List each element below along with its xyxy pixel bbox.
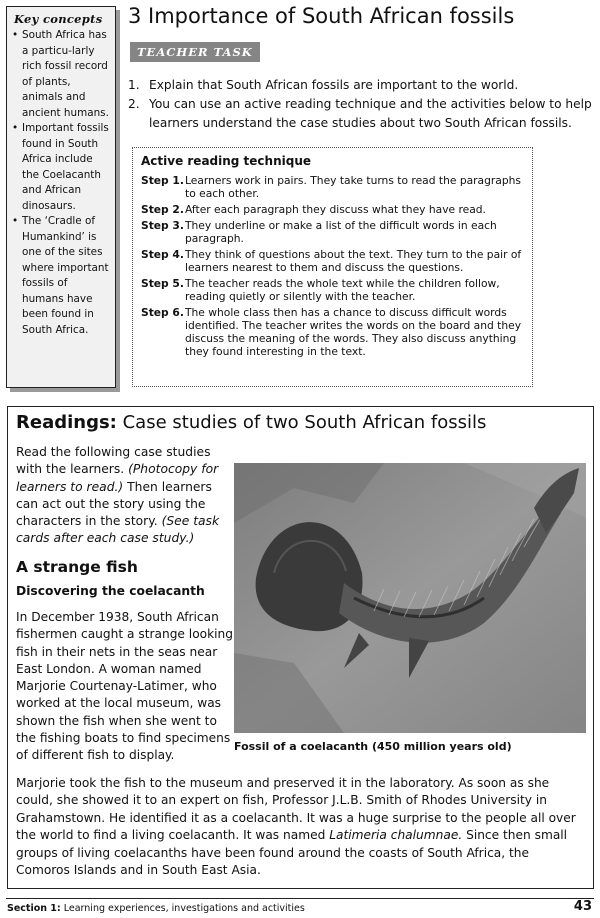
reading-step — [141, 219, 524, 245]
intro-text: Read the following case studies with the learners. — [16, 445, 211, 477]
case-study-subheading: Discovering the coelacanth — [16, 584, 205, 598]
key-concept-item: • Important fossils found in South Africa include the Coelacanth and African dinosaurs. — [12, 121, 111, 214]
task-item — [128, 95, 598, 133]
step-label: Step 4. — [141, 248, 184, 261]
paragraph-text: Since then small groups of living coelacanths have been found around the coasts of South Africa, the Comoros Islands and in South East Asia. — [16, 828, 568, 878]
footer-section-label — [7, 903, 305, 914]
task-item — [128, 76, 598, 95]
teacher-task-badge: TEACHER TASK — [130, 42, 260, 62]
step-text: The teacher reads the whole text while the children follow, reading quietly or silently with the teacher. — [185, 277, 500, 303]
reading-step — [141, 248, 524, 274]
footer-rule — [6, 898, 594, 899]
species-name: Latimeria chalumnae. — [329, 828, 463, 843]
readings-title-rest: Case studies of two South African fossils — [116, 412, 487, 433]
active-reading-box — [132, 147, 533, 387]
fossil-illustration — [234, 463, 586, 733]
step-label: Step 3. — [141, 219, 184, 232]
key-concept-item: • The ‘Cradle of Humankind’ is one of the sites where important fossils of humans have been found in South Africa. — [12, 214, 111, 338]
intro-note: (See task cards after each case study.) — [16, 514, 220, 546]
key-concepts-title: Key concepts — [14, 12, 103, 26]
active-reading-heading: Active reading technique — [141, 154, 312, 168]
task-number: 2. — [128, 97, 140, 111]
task-number: 1. — [128, 78, 140, 92]
task-text: You can use an active reading technique and the activities below to help learners understand the case studies about two South African fossils. — [149, 97, 592, 130]
case-study-paragraph — [16, 775, 586, 879]
case-study-paragraph: In December 1938, South African fishermen caught a strange looking fish in their nets in the seas near East London. A woman named Marjorie Courtenay-Latimer, who worked at the local museum, was shown the fish when she went to the fishing boats to find specimens of different fish to display. — [16, 610, 234, 763]
reading-step — [141, 306, 524, 358]
readings-title — [16, 412, 486, 433]
page-number: 43 — [573, 899, 592, 914]
key-concepts-box — [6, 6, 116, 388]
intro-note: (Photocopy for learners to read.) — [16, 462, 219, 494]
footer-section-number: Section 1: — [7, 903, 61, 914]
step-text: They underline or make a list of the difficult words in each paragraph. — [185, 219, 497, 245]
readings-intro — [16, 444, 231, 548]
paragraph-text: Marjorie took the fish to the museum and preserved it in the laboratory. As soon as she could, she showed it to an expert on fish, Professor J.L.B. Smith of Rhodes University in Grahamstown. He identified it as a coelacanth. It was a huge surprise to the people all over the world to find a living coelacanth. It was named — [16, 776, 576, 843]
step-text: Learners work in pairs. They take turns to read the paragraphs to each other. — [185, 174, 521, 200]
reading-step — [141, 203, 524, 216]
case-study-heading: A strange fish — [16, 558, 138, 576]
key-concept-item: • South Africa has a particu-larly rich fossil record of plants, animals and ancient humans. — [12, 28, 111, 121]
teacher-task-list — [128, 76, 598, 133]
step-label: Step 5. — [141, 277, 184, 290]
coelacanth-fossil-photo — [234, 463, 586, 733]
reading-step — [141, 174, 524, 200]
footer-section-title: Learning experiences, investigations and activities — [60, 903, 305, 914]
readings-title-bold: Readings: — [16, 412, 117, 433]
section-title: 3 Importance of South African fossils — [128, 4, 515, 28]
photo-caption: Fossil of a coelacanth (450 million years old) — [234, 740, 512, 753]
reading-step — [141, 277, 524, 303]
step-text: The whole class then has a chance to discuss difficult words identified. The teacher writes the words on the board and they discuss the meaning of the words. They also discuss anything they found interesting in the text. — [185, 306, 522, 358]
step-label: Step 1. — [141, 174, 184, 187]
intro-text: Then learners can act out the story using the characters in the story. — [16, 479, 212, 529]
step-label: Step 6. — [141, 306, 184, 319]
step-text: After each paragraph they discuss what they have read. — [185, 203, 486, 216]
readings-box — [7, 406, 594, 889]
key-concepts-list — [12, 28, 111, 338]
step-label: Step 2. — [141, 203, 184, 216]
step-text: They think of questions about the text. They turn to the pair of learners nearest to them and discuss the questions. — [185, 248, 522, 274]
task-text: Explain that South African fossils are important to the world. — [149, 78, 519, 92]
